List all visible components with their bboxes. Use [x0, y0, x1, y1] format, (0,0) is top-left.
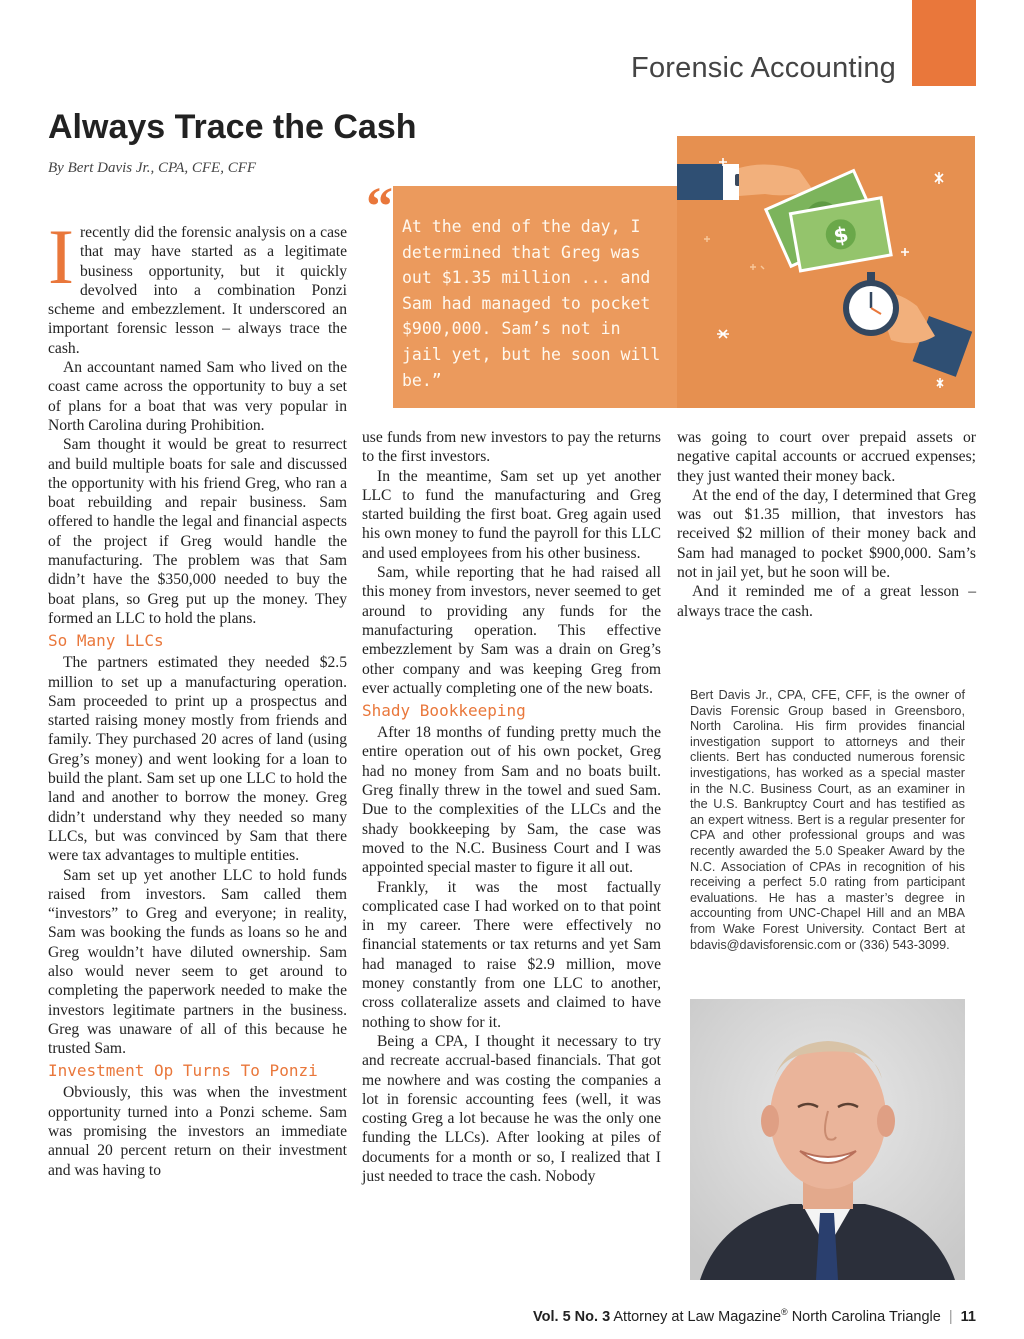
subhead-shady-bookkeeping: Shady Bookkeeping — [362, 701, 526, 721]
paragraph: At the end of the day, I determined that Greg was out $1.35 million, that investors has received $2 million of their money back and Sam had managed to pocket $900,000. Sam’s not in jail yet, but he soon will be. — [677, 486, 976, 582]
subhead-investment-op: Investment Op Turns To Ponzi — [48, 1061, 318, 1081]
author-portrait-graphic — [690, 999, 965, 1280]
paragraph: Obviously, this was when the investment opportunity turned into a Ponzi scheme. Sam was promising the investors an immediate annual 20 percent return on their investment and was having to — [48, 1084, 347, 1179]
article-title: Always Trace the Cash — [48, 108, 417, 146]
page-footer — [533, 1307, 976, 1325]
issue-label: Vol. 5 No. 3 — [533, 1308, 611, 1325]
author-photo — [690, 999, 965, 1280]
cash-and-stopwatch-illustration — [677, 136, 975, 408]
region-label: North Carolina Triangle — [791, 1308, 941, 1325]
paragraph: In the meantime, Sam set up yet another LLC to fund the manufacturing and Greg started building the first boat. Greg again used his own money to fund the payroll for this LLC and used employees from his other business. — [362, 467, 661, 562]
opening-paragraph — [48, 213, 347, 358]
paragraph: Sam set up yet another LLC to hold funds raised from investors. Sam called them “investors” to Greg and everyone; in reality, Sam was booking the funds as loans so he and Greg wouldn’t have diluted ownership. Sam also would never seem to get around to completing the paperwork needed to make the investors legitimate partners in the business. Greg was unaware of all of this because he trusted Sam. — [48, 866, 347, 1058]
magazine-name: Attorney at Law Magazine — [613, 1308, 782, 1325]
footer-separator: | — [948, 1308, 953, 1325]
paragraph: was going to court over prepaid assets or negative capital accounts or accrued expenses; they just wanted their money back. — [677, 429, 976, 485]
pull-quote-text: At the end of the day, I determined that Greg was out $1.35 million ... and Sam had managed to pocket $900,000. Sam’s not in jail yet, but he soon will be.” — [402, 217, 661, 390]
paragraph: Sam thought it would be great to resurrect and build multiple boats for sale and discussed the opportunity with his friend Greg, who ran a boat rebuilding and repair business. Sam offered to handle the legal and financial aspects of the project if Greg would handle the manufacturing. The problem was that Sam didn’t have the $350,000 needed to buy the boat plans, so Greg put up the money. They formed an LLC to hold the plans. — [48, 436, 347, 627]
paragraph: The partners estimated they needed $2.5 million to set up a manufacturing operation. Sam proceeded to print up a prospectus and started raising money mostly from friends and family. They purchased 20 acres of land (using Greg’s money) and went looking for a loan to build the plant. Sam set up one LLC to hold the land and another to borrow the money. Greg didn’t understand why they needed so many LLCs, but was convinced by Sam that there were tax advantages to multiple entities. — [48, 654, 347, 865]
section-label: Forensic Accounting — [631, 52, 896, 84]
illustration-graphic — [677, 136, 975, 408]
paragraph: Being a CPA, I thought it necessary to try and recreate accrual-based financials. That got me nowhere and was costing the companies a lot in forensic accounting fees (well, it was costing Greg a lot because he was the only one funding the LLCs). After looking at piles of documents for a month or so, I realized that I just needed to trace the cash. Nobody — [362, 1032, 661, 1185]
paragraph-text: recently did the forensic analysis on a case that may have started as a legitimate business opportunity, but it quickly devolved into a combination Ponzi scheme and embezzlement. It underscored an important forensic lesson – always trace the cash. — [48, 224, 347, 357]
paragraph: An accountant named Sam who lived on the coast came across the opportunity to buy a set of plans for a boat that was very popular in North Carolina during Prohibition. — [48, 359, 347, 434]
registered-mark: ® — [781, 1307, 788, 1317]
paragraph: Frankly, it was the most factually complicated case I had worked on to that point in my career. There were effectively no financial statements or tax returns and yet Sam had managed to raise $2.9 million, move money constantly from one LLC to another, cross collateralize assets and claimed to have nothing to show for it. — [362, 878, 661, 1031]
paragraph: And it reminded me of a great lesson – always trace the cash. — [677, 583, 976, 620]
author-bio: Bert Davis Jr., CPA, CFE, CFF, is the owner of Davis Forensic Group based in Greensboro, North Carolina. His firm provides financial investigation support to attorneys and their clients. Bert has conducted numerous forensic investigations, has worked as a special master in the N.C. Business Court, as an examiner in the U.S. Bankruptcy Court and has testified as an expert witness. Bert is a regular presenter for CPA and other professional groups and was recently awarded the 5.0 Speaker Award by the N.C. Association of CPAs in recognition of his receiving a perfect 5.0 rating from participant evaluations. He has a master’s degree in accounting from UNC-Chapel Hill and an MBA from Wake Forest University. Contact Bert at bdavis@davisforensic.com or (336) 543-3099. — [690, 688, 965, 952]
svg-text:$: $ — [831, 222, 851, 249]
drop-cap: I — [48, 213, 74, 300]
paragraph: After 18 months of funding pretty much the entire operation out of his own pocket, Greg had no money from Sam and no boats built. Greg finally threw in the towel and sued Sam. Due to the complexities of the LLCs and the shady bookkeeping by Sam, the case was moved to the N.C. Business Court and I was appointed special master to figure it all out. — [362, 724, 661, 877]
section-color-tab — [912, 0, 976, 86]
page-number: 11 — [960, 1308, 976, 1325]
article-column-3 — [677, 428, 976, 621]
paragraph: use funds from new investors to pay the returns to the first investors. — [362, 429, 661, 466]
quote-mark-icon: “ — [366, 176, 393, 236]
subhead-so-many-llcs: So Many LLCs — [48, 631, 164, 651]
article-column-2 — [362, 428, 661, 1186]
article-column-1 — [48, 213, 347, 1180]
paragraph: Sam, while reporting that he had raised all this money from investors, never seemed to get around to providing any funds for the manufacturing operation. This effective embezzlement by Sam was a drain on Greg’s other company and was keeping Greg from ever actually completing one of the new boats. — [362, 564, 661, 697]
byline: By Bert Davis Jr., CPA, CFE, CFF — [48, 160, 257, 176]
